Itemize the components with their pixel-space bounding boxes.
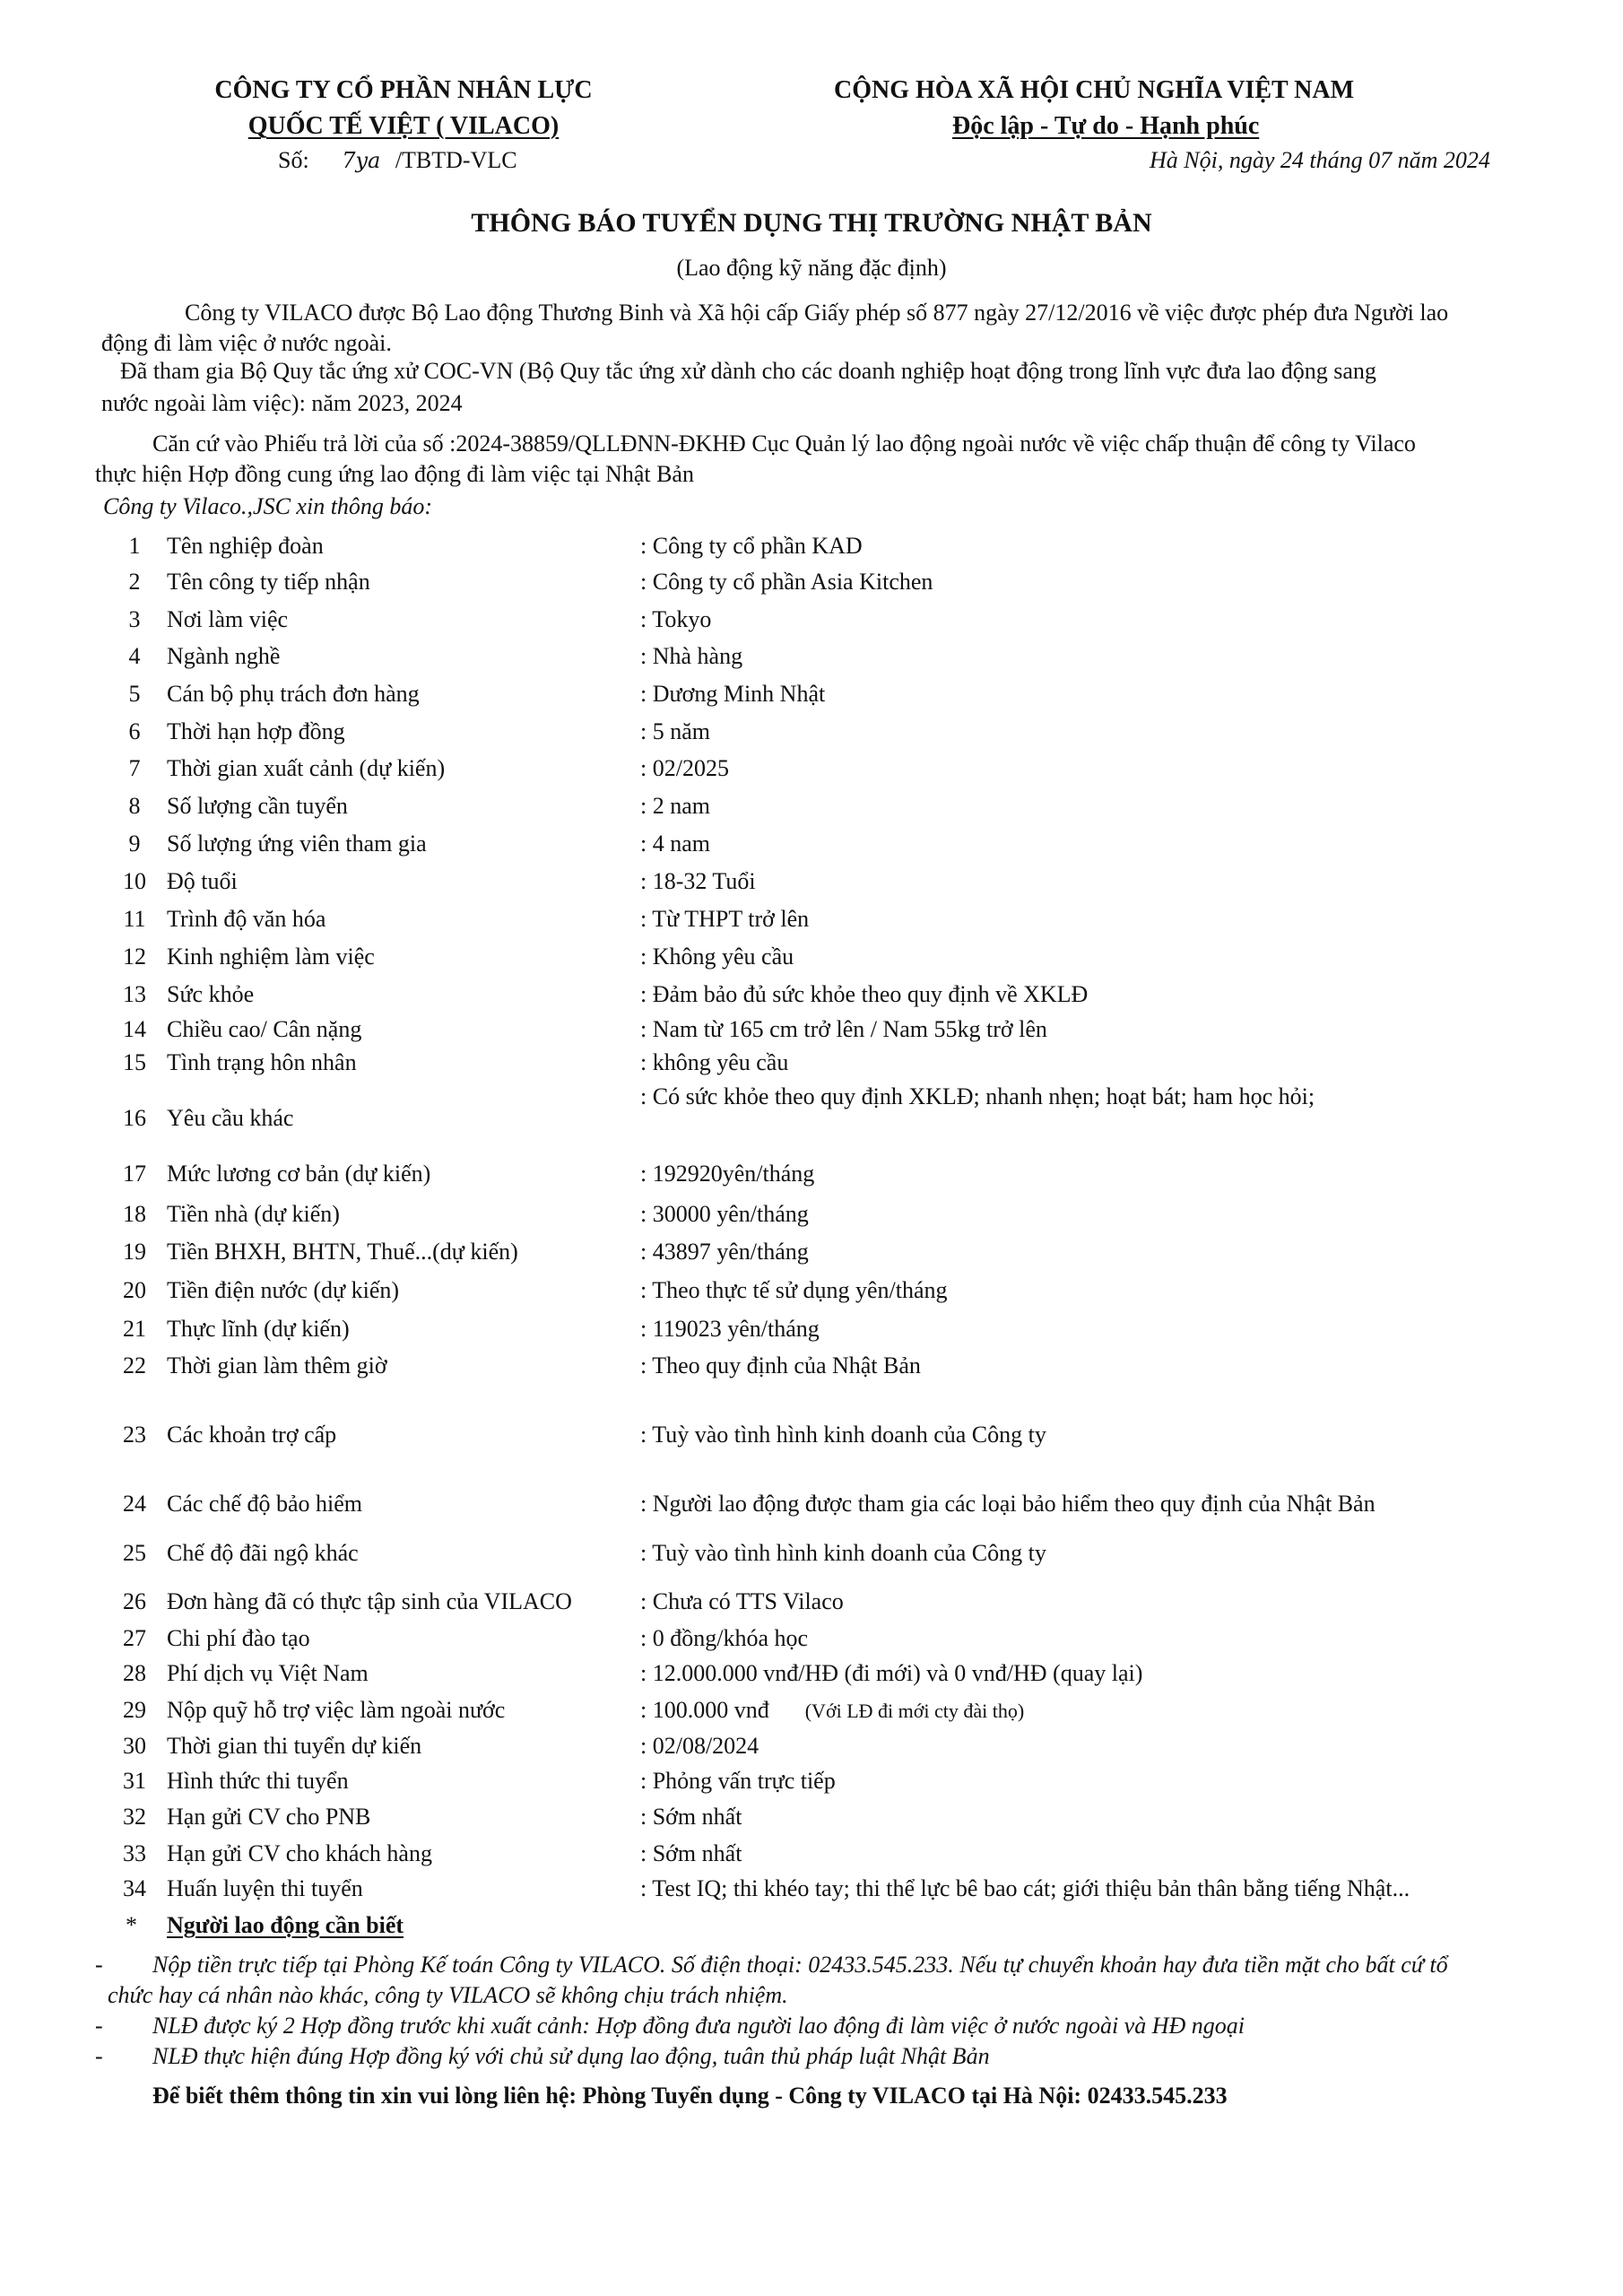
item-number: 1 xyxy=(128,533,141,559)
nation-title: CỘNG HÒA XÃ HỘI CHỦ NGHĨA VIỆT NAM xyxy=(834,76,1355,104)
item-number: 20 xyxy=(123,1277,146,1303)
item-label: Chế độ đãi ngộ khác xyxy=(167,1540,359,1566)
item-number: 27 xyxy=(123,1625,146,1651)
item-label: Kinh nghiệm làm việc xyxy=(167,944,375,970)
item-label: Thời hạn hợp đồng xyxy=(167,718,345,744)
list-item xyxy=(0,906,1623,938)
intro-p2-line2: nước ngoài làm việc): năm 2023, 2024 xyxy=(101,390,463,416)
item-number: 3 xyxy=(128,606,141,632)
list-item xyxy=(0,1161,1623,1193)
list-item xyxy=(0,1277,1623,1309)
document-number-label: Số: xyxy=(278,147,309,173)
list-item xyxy=(0,569,1623,601)
item-label: Đơn hàng đã có thực tập sinh của VILACO xyxy=(167,1588,572,1614)
list-item xyxy=(0,1316,1623,1348)
item-number: 16 xyxy=(123,1105,146,1131)
item-value: : 43897 yên/tháng xyxy=(640,1239,809,1265)
item-number: 11 xyxy=(123,906,146,932)
item-number: 14 xyxy=(123,1016,146,1042)
page-title: THÔNG BÁO TUYỂN DỤNG THỊ TRƯỜNG NHẬT BẢN xyxy=(471,208,1152,238)
list-item xyxy=(0,1201,1623,1233)
item-value: : Công ty cổ phần KAD xyxy=(640,533,863,559)
item-number: 24 xyxy=(123,1491,146,1517)
item-value-note: (Với LĐ đi mới cty đài thọ) xyxy=(804,1700,1025,1722)
notice-bullet-3: NLĐ thực hiện đúng Hợp đồng ký với chủ sử dụng lao động, tuân thủ pháp luật Nhật Bản xyxy=(152,2043,990,2069)
item-label: Độ tuổi xyxy=(167,868,238,894)
item-number: 9 xyxy=(128,831,141,857)
list-item xyxy=(0,1660,1623,1692)
list-item xyxy=(0,1804,1623,1836)
document-number xyxy=(278,145,517,176)
item-label: Hạn gửi CV cho khách hàng xyxy=(167,1840,432,1866)
item-label: Huấn luyện thi tuyển xyxy=(167,1875,363,1901)
item-number: 31 xyxy=(123,1768,146,1794)
list-item xyxy=(0,1016,1623,1048)
place-and-date: Hà Nội, ngày 24 tháng 07 năm 2024 xyxy=(1150,147,1490,173)
intro-p1-line1: Công ty VILACO được Bộ Lao động Thương Binh và Xã hội cấp Giấy phép số 877 ngày 27/12/2016 về việc được phép đưa Người lao xyxy=(185,300,1449,326)
item-value: : 4 nam xyxy=(640,831,710,857)
item-number: 18 xyxy=(123,1201,146,1227)
item-value: : 0 đồng/khóa học xyxy=(640,1625,809,1651)
item-number: 26 xyxy=(123,1588,146,1614)
item-label: Thời gian thi tuyển dự kiến xyxy=(167,1733,422,1759)
notice-bullet-1-line2: chức hay cá nhân nào khác, công ty VILACO sẽ không chịu trách nhiệm. xyxy=(108,1982,788,2008)
item-value: : Test IQ; thi khéo tay; thi thể lực bê bao cát; giới thiệu bản thân bằng tiếng Nhật... xyxy=(640,1875,1410,1901)
bullet-icon: - xyxy=(95,2013,103,2039)
item-value-text: : 100.000 vnđ xyxy=(640,1697,769,1723)
item-label: Tình trạng hôn nhân xyxy=(167,1049,357,1075)
item-value: : 18-32 Tuổi xyxy=(640,868,756,894)
list-item xyxy=(0,1697,1623,1729)
company-name-line1: CÔNG TY CỔ PHẦN NHÂN LỰC xyxy=(214,76,593,104)
item-label: Chi phí đào tạo xyxy=(167,1625,310,1651)
item-number: 30 xyxy=(123,1733,146,1759)
item-number: 17 xyxy=(123,1161,146,1187)
item-number: 29 xyxy=(123,1697,146,1723)
notice-bullet-2: NLĐ được ký 2 Hợp đồng trước khi xuất cảnh: Hợp đồng đưa người lao động đi làm việc ở nước ngoài và HĐ ngoại xyxy=(152,2013,1245,2039)
item-number: 8 xyxy=(128,793,141,819)
item-value xyxy=(640,1697,1024,1724)
item-number: 19 xyxy=(123,1239,146,1265)
list-item xyxy=(0,718,1623,751)
item-value: : Công ty cổ phần Asia Kitchen xyxy=(640,569,933,595)
item-value: : Sớm nhất xyxy=(640,1804,742,1830)
item-label: Ngành nghề xyxy=(167,643,281,669)
item-label: Thực lĩnh (dự kiến) xyxy=(167,1316,350,1342)
item-number: 7 xyxy=(128,755,141,781)
item-value: : Tuỳ vào tình hình kinh doanh của Công ty xyxy=(640,1540,1046,1566)
item-number: 25 xyxy=(123,1540,146,1566)
item-label: Tên nghiệp đoàn xyxy=(167,533,324,559)
intro-p2-line1: Đã tham gia Bộ Quy tắc ứng xử COC-VN (Bộ Quy tắc ứng xử dành cho các doanh nghiệp hoạt động trong lĩnh vực đưa lao động sang xyxy=(120,358,1376,384)
list-item xyxy=(0,1840,1623,1873)
item-value: : 2 nam xyxy=(640,793,710,819)
item-number: 32 xyxy=(123,1804,146,1830)
item-number: 5 xyxy=(128,681,141,707)
item-number: 4 xyxy=(128,643,141,669)
document-number-value: 7ya xyxy=(342,148,381,173)
list-item xyxy=(0,1422,1623,1454)
item-label: Hình thức thi tuyển xyxy=(167,1768,349,1794)
item-label: Hạn gửi CV cho PNB xyxy=(167,1804,371,1830)
national-motto: Độc lập - Tự do - Hạnh phúc xyxy=(952,112,1260,140)
list-item xyxy=(0,1352,1623,1385)
item-label: Thời gian làm thêm giờ xyxy=(167,1352,387,1378)
list-item xyxy=(0,944,1623,976)
list-item xyxy=(0,1083,1623,1137)
item-value: : Nam từ 165 cm trở lên / Nam 55kg trở lên xyxy=(640,1016,1047,1042)
contact-line: Để biết thêm thông tin xin vui lòng liên hệ: Phòng Tuyển dụng - Công ty VILACO tại Hà Nội: 02433.545.233 xyxy=(152,2083,1228,2109)
item-value: : Nhà hàng xyxy=(640,643,743,669)
item-value: : 5 năm xyxy=(640,718,710,744)
list-item xyxy=(0,606,1623,639)
company-name-line2-text: QUỐC TẾ VIỆT ( VILACO) xyxy=(247,112,560,140)
item-value: : 30000 yên/tháng xyxy=(640,1201,809,1227)
item-number: 6 xyxy=(128,718,141,744)
item-label: Các khoản trợ cấp xyxy=(167,1422,337,1448)
item-label: Số lượng cần tuyển xyxy=(167,793,348,819)
item-label: Nộp quỹ hỗ trợ việc làm ngoài nước xyxy=(167,1697,506,1723)
item-value: : Theo thực tế sử dụng yên/tháng xyxy=(640,1277,948,1303)
item-value: : Người lao động được tham gia các loại bảo hiểm theo quy định của Nhật Bản xyxy=(640,1491,1376,1517)
list-item xyxy=(0,681,1623,713)
item-number: 23 xyxy=(123,1422,146,1448)
item-label: Thời gian xuất cảnh (dự kiến) xyxy=(167,755,446,781)
list-item xyxy=(0,793,1623,825)
notice-heading: Người lao động cần biết xyxy=(167,1912,404,1938)
list-item xyxy=(0,1588,1623,1621)
item-label: Tiền nhà (dự kiến) xyxy=(167,1201,340,1227)
page-subtitle: (Lao động kỹ năng đặc định) xyxy=(676,255,947,281)
item-value: : 02/2025 xyxy=(640,755,729,781)
item-value: : Theo quy định của Nhật Bản xyxy=(640,1352,921,1378)
item-value: : 02/08/2024 xyxy=(640,1733,759,1759)
list-item xyxy=(0,1875,1623,1908)
item-number: 34 xyxy=(123,1875,146,1901)
list-item xyxy=(0,643,1623,675)
intro-p1-line2: động đi làm việc ở nước ngoài. xyxy=(101,330,392,356)
item-number: 2 xyxy=(128,569,141,595)
item-label: Tên công ty tiếp nhận xyxy=(167,569,370,595)
item-number: 21 xyxy=(123,1316,146,1342)
item-value: : không yêu cầu xyxy=(640,1049,789,1075)
list-item xyxy=(0,868,1623,900)
list-item xyxy=(0,1625,1623,1657)
item-label: Trình độ văn hóa xyxy=(167,906,326,932)
item-value: : Sớm nhất xyxy=(640,1840,742,1866)
list-item xyxy=(0,831,1623,863)
item-label: Yêu cầu khác xyxy=(167,1105,294,1131)
item-number: 22 xyxy=(123,1352,146,1378)
item-value: : Tokyo xyxy=(640,606,712,632)
item-number: 13 xyxy=(123,981,146,1007)
bullet-icon: - xyxy=(95,1952,103,1978)
item-label: Tiền điện nước (dự kiến) xyxy=(167,1277,400,1303)
list-item xyxy=(0,981,1623,1013)
item-value: : 192920yên/tháng xyxy=(640,1161,815,1187)
document-number-suffix: /TBTD-VLC xyxy=(395,147,517,173)
item-value: : 12.000.000 vnđ/HĐ (đi mới) và 0 vnđ/HĐ (quay lại) xyxy=(640,1660,1143,1686)
list-item xyxy=(0,533,1623,565)
item-label: Các chế độ bảo hiểm xyxy=(167,1491,363,1517)
item-value: : Đảm bảo đủ sức khỏe theo quy định về XKLĐ xyxy=(640,981,1089,1007)
item-number: 33 xyxy=(123,1840,146,1866)
list-item xyxy=(0,1239,1623,1271)
item-value: : 119023 yên/tháng xyxy=(640,1316,820,1342)
item-label: Phí dịch vụ Việt Nam xyxy=(167,1660,369,1686)
list-item xyxy=(0,1491,1623,1523)
list-item xyxy=(0,1049,1623,1082)
list-item xyxy=(0,1768,1623,1800)
item-value: : Phỏng vấn trực tiếp xyxy=(640,1768,836,1794)
item-label: Chiều cao/ Cân nặng xyxy=(167,1016,362,1042)
item-label: Nơi làm việc xyxy=(167,606,289,632)
item-value: : Có sức khỏe theo quy định XKLĐ; nhanh nhẹn; hoạt bát; ham học hỏi; xyxy=(640,1083,1315,1109)
item-label: Tiền BHXH, BHTN, Thuế...(dự kiến) xyxy=(167,1239,518,1265)
list-item xyxy=(0,1733,1623,1765)
notice-marker: * xyxy=(126,1912,137,1938)
item-value: : Không yêu cầu xyxy=(640,944,794,970)
list-item xyxy=(0,1540,1623,1572)
company-name-line2 xyxy=(108,109,699,144)
item-value: : Dương Minh Nhật xyxy=(640,681,826,707)
item-label: Số lượng ứng viên tham gia xyxy=(167,831,427,857)
item-number: 28 xyxy=(123,1660,146,1686)
bullet-icon: - xyxy=(95,2043,103,2069)
item-value: : Từ THPT trở lên xyxy=(640,906,810,932)
item-label: Cán bộ phụ trách đơn hàng xyxy=(167,681,420,707)
notice-bullet-1-line1: Nộp tiền trực tiếp tại Phòng Kế toán Công ty VILACO. Số điện thoại: 02433.545.233. Nếu tự chuyển khoản hay đưa tiền mặt cho bất cứ tổ xyxy=(152,1952,1448,1978)
item-label: Sức khỏe xyxy=(167,981,255,1007)
item-value: : Chưa có TTS Vilaco xyxy=(640,1588,844,1614)
item-value: : Tuỳ vào tình hình kinh doanh của Công ty xyxy=(640,1422,1046,1448)
announce-line: Công ty Vilaco.,JSC xin thông báo: xyxy=(103,493,433,519)
item-number: 12 xyxy=(123,944,146,970)
item-label: Mức lương cơ bản (dự kiến) xyxy=(167,1161,431,1187)
intro-p3-line1: Căn cứ vào Phiếu trả lời của số :2024-38859/QLLĐNN-ĐKHĐ Cục Quản lý lao động ngoài nước về việc chấp thuận để công ty Vilaco xyxy=(152,430,1416,457)
intro-p3-line2: thực hiện Hợp đồng cung ứng lao động đi làm việc tại Nhật Bản xyxy=(95,461,694,487)
item-number: 10 xyxy=(123,868,146,894)
list-item xyxy=(0,755,1623,787)
item-number: 15 xyxy=(123,1049,146,1075)
